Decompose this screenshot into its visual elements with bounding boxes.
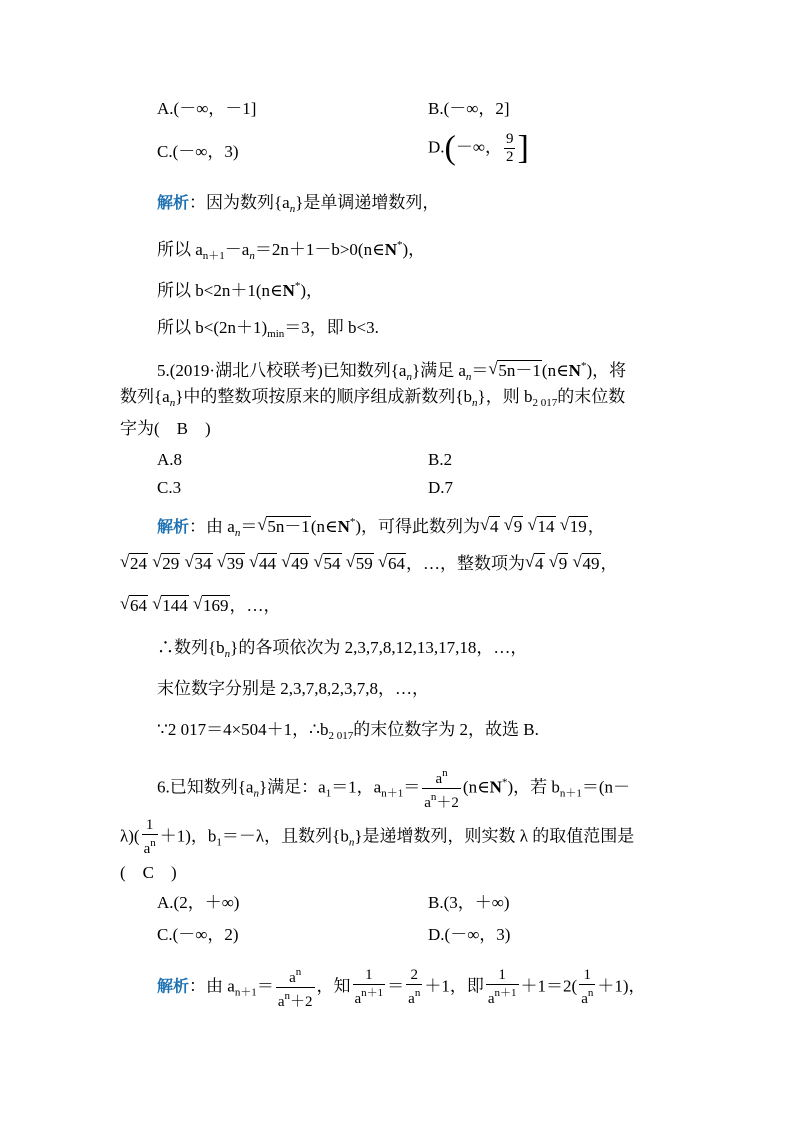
q5-option-d: D.7 [428,478,454,497]
q5-analysis-line-5: 末位数字分别是 2,3,7,8,2,3,7,8，…， [157,679,429,698]
q6-stem-line-1: 6.已知数列$\{a_n\}$满足：$a_1=1$，$a_{n+1}=$ $\frac{a^n}{a^n+2}$ (n∈N*)，若 $b_{n+1}=(n-$ [157,767,631,811]
q4-analysis-line-2: 所以 $a_{n+1}-a_n=2n+1-b>0(n\in N^*)$， [157,239,426,262]
q4-analysis-line-4: 所以 $b<(2n+1)_{min}=3$，即 b<3. [157,318,379,340]
q4-option-c: C.(－∞，3) [157,142,239,161]
q5-analysis-line-4: ∴数列$\{b_n\}$的各项依次为 2,3,7,8,12,13,17,18，…， [157,638,528,660]
q4-option-d: D.(－∞， $\frac{9}{2}$ ] [428,129,529,167]
q4-option-b: B.(－∞，2] [428,99,510,118]
q6-option-b: B.(3，＋∞) [428,893,510,912]
q6-option-d: D.(－∞，3) [428,925,511,944]
q6-option-c: C.(－∞，2) [157,925,239,944]
q5-analysis-line-2: √ 24 √ 29 √ 34 √ 39 √ 44 √ 49 √ 54 √ 59 √ 64，…，整数项为 √ 4 √ 9 √ 49， [120,552,618,573]
q4-option-a: A.(－∞，－1] [157,99,257,118]
q5-option-b: B.2 [428,450,453,469]
q5-analysis-line-3: √ 64 √ 144 √ 169，…， [120,594,281,615]
q5-analysis-line-1: 解析：由 $a_n=$ √ 5n－1(n∈N*)，可得此数列为 √ 4 √ 9 √ 14 √ 19， [157,515,605,539]
q5-stem-line-3: 字为( B ) [120,419,211,438]
q5-stem-line-1: 5.(2019·湖北八校联考)已知数列$\{a_n\}$满足 $a_n=$ √ 5n－1(n∈N*)，将 [157,359,627,383]
q5-analysis-line-6: ∵2 017＝4×504＋1，$\therefore b_{2 017}$的末位数字为 2，故选 B. [157,720,539,742]
q6-stem-line-3: ( C ) [120,863,177,882]
q5-stem-line-2: 数列$\{a_n\}$中的整数项按原来的顺序组成新数列$\{b_n\}$，则 $b_{2 017}$的末位数 [120,387,626,409]
q4-analysis-line-3: 所以 b<2n＋1(n∈N*)， [157,280,324,300]
q6-option-a: A.(2，＋∞) [157,893,240,912]
q4-analysis-line-1: 解析：因为数列$\{a_n\}$是单调递增数列， [157,193,440,215]
q5-option-c: C.3 [157,478,182,497]
q6-analysis-line-1: 解析：由 $a_{n+1}=$ $\frac{a^n}{a^n+2}$ ，知 $\frac{1}{a^{n+1}}$ ＝ $\frac{2}{a^n}$ ＋1，即 $\frac{1}{a^{n+1}}$ ＋1＝2( $\frac{1}{a^n}$ ＋1)， [157,966,646,1010]
q5-option-a: A.8 [157,450,183,469]
q6-stem-line-2: λ)( $\frac{1}{a^n}$ ＋1)，$b_1=-\lambda$，且数列$\{b_n\}$是递增数列，则实数 λ 的取值范围是 [120,817,635,857]
